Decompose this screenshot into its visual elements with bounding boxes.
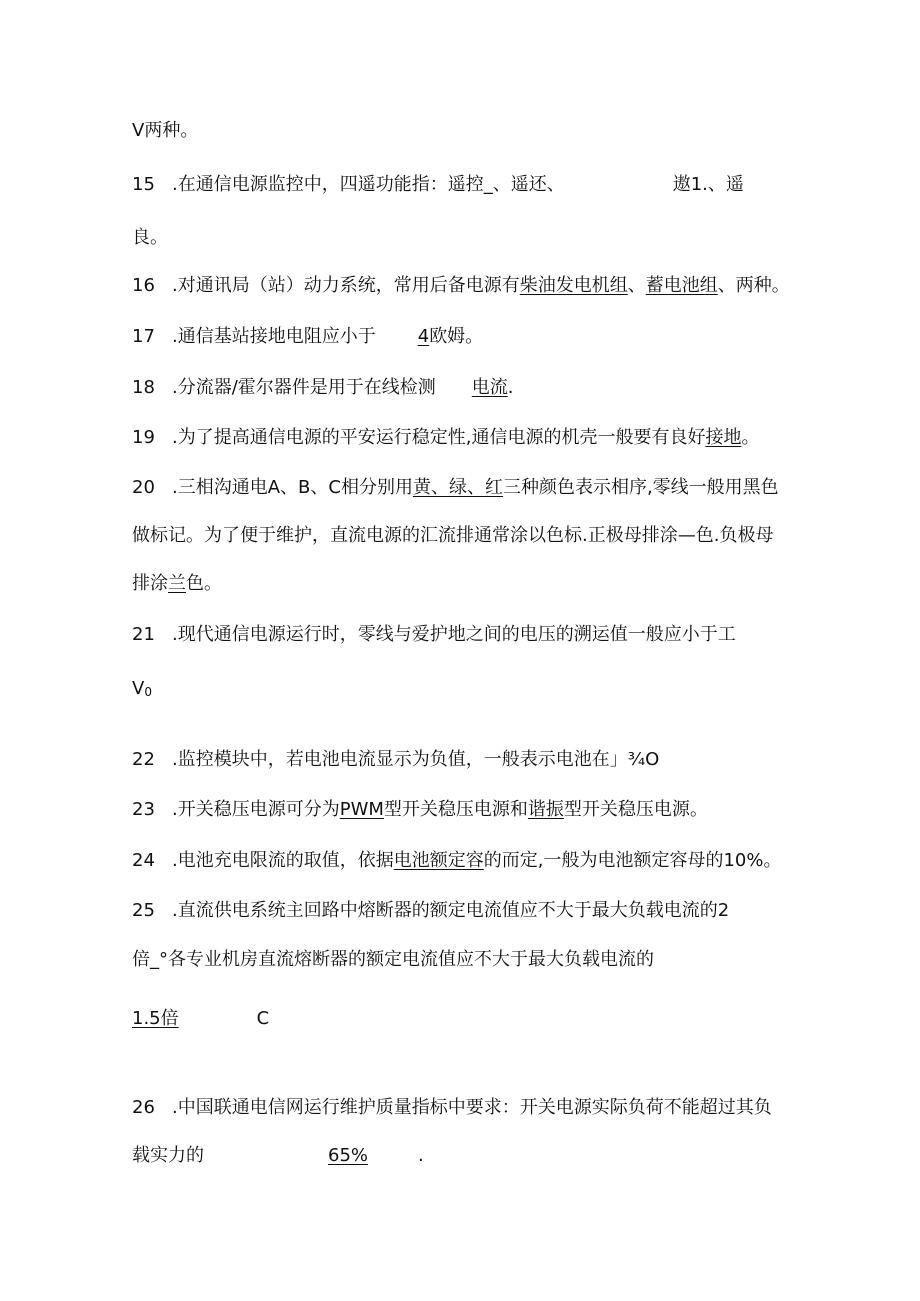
question-text: .现代通信电源运行时，零线与爱护地之间的电压的溯运值一般应小于工 bbox=[172, 624, 736, 645]
question-text: .监控模块中，若电池电流显示为负值，一般表示电池在」¾O bbox=[172, 749, 660, 770]
question-text-cont: 型开关稳压电源和 bbox=[383, 799, 528, 820]
question-text-end: 的而定,一般为电池额定容母的10%。 bbox=[483, 850, 782, 871]
question-25-continued bbox=[132, 948, 654, 972]
question-number: 22 bbox=[132, 749, 155, 770]
question-16 bbox=[132, 274, 790, 298]
answer-diesel-generator: 柴油发电机组 bbox=[519, 275, 628, 296]
answer-battery-capacity: 电池额定容 bbox=[393, 850, 484, 871]
question-20-continued-2 bbox=[132, 572, 222, 596]
text-line-v-two-types bbox=[132, 119, 198, 143]
question-number: 19 bbox=[132, 427, 155, 448]
question-text: .直流供电系统主回路中熔断器的额定电流值应不大于最大负载电流的2 bbox=[172, 900, 730, 921]
question-24 bbox=[132, 849, 781, 873]
line-text: 排涂 bbox=[132, 573, 168, 594]
line-text: 倍_°各专业机房直流熔断器的额定电流值应不大于最大负载电流的 bbox=[132, 949, 654, 970]
question-text-end: . bbox=[507, 377, 514, 398]
question-25-continued-2 bbox=[132, 1007, 269, 1031]
answer-65-percent: 65% bbox=[328, 1145, 369, 1166]
question-text: .为了提高通信电源的平安运行稳定性,通信电源的机壳一般要有良好 bbox=[172, 427, 706, 448]
question-23 bbox=[132, 798, 708, 822]
answer-blue: 兰 bbox=[168, 573, 186, 594]
line-text: 载实力的 bbox=[132, 1145, 204, 1166]
question-text-end: 型开关稳压电源。 bbox=[563, 799, 708, 820]
question-21-continued bbox=[132, 677, 152, 704]
line-subscript: 0 bbox=[144, 685, 152, 699]
question-text: .通信基站接地电阻应小于 bbox=[172, 326, 376, 347]
line-text-end: . bbox=[418, 1145, 424, 1166]
question-text-end: 。 bbox=[741, 427, 760, 448]
question-22 bbox=[132, 748, 659, 772]
question-19 bbox=[132, 426, 759, 450]
question-17 bbox=[132, 325, 483, 349]
question-number: 21 bbox=[132, 624, 155, 645]
question-text-cont: 三种颜色表示相序,零线一般用黑色 bbox=[502, 477, 779, 498]
line-text-end: 色。 bbox=[186, 573, 222, 594]
question-number: 20 bbox=[132, 477, 155, 498]
question-26 bbox=[132, 1096, 772, 1120]
question-text-cont: 遨1.、遥 bbox=[672, 174, 744, 195]
question-26-continued bbox=[132, 1144, 424, 1168]
question-number: 17 bbox=[132, 326, 155, 347]
answer-grounding: 接地 bbox=[705, 427, 742, 448]
question-text-end: 、两种。 bbox=[717, 275, 790, 296]
question-number: 24 bbox=[132, 850, 155, 871]
answer-battery-group: 蓄电池组 bbox=[645, 275, 718, 296]
question-25 bbox=[132, 899, 729, 923]
question-number: 26 bbox=[132, 1097, 155, 1118]
answer-1-5-times: 1.5倍 bbox=[132, 1008, 179, 1029]
line-text: 良。 bbox=[132, 227, 168, 248]
answer-resonant: 谐振 bbox=[527, 799, 564, 820]
question-20 bbox=[132, 476, 779, 500]
question-21 bbox=[132, 623, 736, 647]
question-text: .中国联通电信网运行维护质量指标中要求：开关电源实际负荷不能超过其负 bbox=[172, 1097, 772, 1118]
answer-colors: 黄、绿、红 bbox=[412, 477, 503, 498]
question-text: .电池充电限流的取值，依据 bbox=[172, 850, 394, 871]
question-15-continued bbox=[132, 226, 168, 250]
question-text-end: 欧姆。 bbox=[429, 326, 484, 347]
question-number: 16 bbox=[132, 275, 155, 296]
answer-current: 电流 bbox=[471, 377, 508, 398]
question-text: .对通讯局（站）动力系统，常用后备电源有 bbox=[172, 275, 520, 296]
question-number: 15 bbox=[132, 174, 155, 195]
line-text-end: C bbox=[256, 1008, 270, 1029]
question-number: 18 bbox=[132, 377, 155, 398]
question-20-continued bbox=[132, 524, 773, 548]
answer-pwm: PWM bbox=[339, 799, 384, 820]
question-number: 25 bbox=[132, 900, 155, 921]
line-text: V两种。 bbox=[132, 120, 199, 141]
question-number: 23 bbox=[132, 799, 155, 820]
question-text: .三相沟通电A、B、C相分别用 bbox=[172, 477, 413, 498]
answer-4: 4 bbox=[417, 326, 430, 347]
question-text: .在通信电源监控中，四遥功能指：遥控_、遥还、 bbox=[172, 174, 565, 195]
separator: 、 bbox=[627, 275, 646, 296]
line-text: 做标记。为了便于维护，直流电源的汇流排通常涂以色标.正极母排涂—色.负极母 bbox=[132, 525, 774, 546]
question-text: .分流器/霍尔器件是用于在线检测 bbox=[172, 377, 436, 398]
question-18 bbox=[132, 376, 514, 400]
question-15 bbox=[132, 173, 744, 197]
question-text: .开关稳压电源可分为 bbox=[172, 799, 340, 820]
line-text: V bbox=[132, 678, 145, 699]
